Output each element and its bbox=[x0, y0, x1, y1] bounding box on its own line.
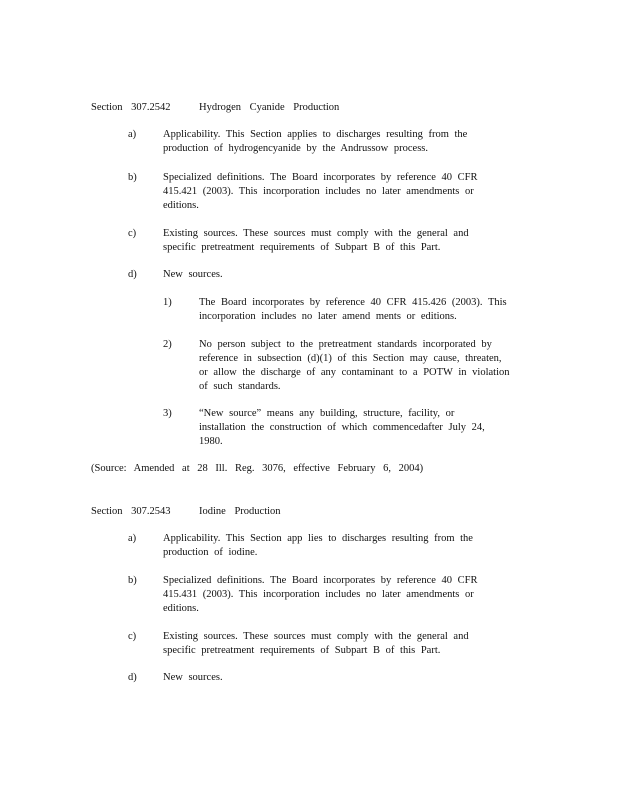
subparagraph-text bbox=[199, 296, 522, 324]
text-line: 415.421 (2003). This incorporation includes no later amendments or bbox=[163, 186, 474, 197]
paragraph-label: c) bbox=[128, 228, 137, 239]
paragraph-label: b) bbox=[128, 575, 137, 586]
text-line: Existing sources. These sources must comply with the general and bbox=[163, 228, 469, 239]
text-line: incorporation includes no later amend ments or editions. bbox=[199, 311, 457, 322]
paragraph-label: d) bbox=[128, 672, 137, 683]
text-line: New sources. bbox=[163, 672, 223, 683]
paragraph-text bbox=[163, 128, 496, 156]
subparagraph-label: 2) bbox=[163, 339, 172, 350]
text-line: production of hydrogencyanide by the Andrussow process. bbox=[163, 143, 428, 154]
text-line: Existing sources. These sources must comply with the general and bbox=[163, 631, 469, 642]
section-title: Hydrogen Cyanide Production bbox=[199, 102, 340, 113]
paragraph-label: c) bbox=[128, 631, 137, 642]
text-line: specific pretreatment requirements of Subpart B of this Part. bbox=[163, 645, 441, 656]
paragraph-text bbox=[163, 227, 496, 255]
subparagraph-label: 3) bbox=[163, 408, 172, 419]
paragraph-text bbox=[163, 532, 496, 560]
paragraph-text bbox=[163, 671, 496, 685]
text-line: Specialized definitions. The Board incorporates by reference 40 CFR bbox=[163, 172, 478, 183]
text-line: Applicability. This Section applies to discharges resulting from the bbox=[163, 129, 468, 140]
section-heading bbox=[91, 505, 281, 519]
text-line: or allow the discharge of any contaminant to a POTW in violation bbox=[199, 367, 510, 378]
paragraph-text bbox=[163, 574, 496, 616]
text-line: The Board incorporates by reference 40 CFR 415.426 (2003). This bbox=[199, 297, 507, 308]
text-line: production of iodine. bbox=[163, 547, 258, 558]
paragraph-label: a) bbox=[128, 129, 137, 140]
text-line: Specialized definitions. The Board incorporates by reference 40 CFR bbox=[163, 575, 478, 586]
paragraph-label: d) bbox=[128, 269, 137, 280]
section-number: Section 307.2543 bbox=[91, 506, 171, 517]
paragraph-label: b) bbox=[128, 172, 137, 183]
text-line: of such standards. bbox=[199, 381, 281, 392]
text-line: specific pretreatment requirements of Subpart B of this Part. bbox=[163, 242, 441, 253]
section-number: Section 307.2542 bbox=[91, 102, 171, 113]
text-line: 1980. bbox=[199, 436, 223, 447]
section-title: Iodine Production bbox=[199, 506, 281, 517]
paragraph-text bbox=[163, 630, 496, 658]
subparagraph-text bbox=[199, 407, 522, 449]
text-line: installation the construction of which commencedafter July 24, bbox=[199, 422, 485, 433]
section-heading bbox=[91, 101, 339, 115]
subparagraph-label: 1) bbox=[163, 297, 172, 308]
text-line: New sources. bbox=[163, 269, 223, 280]
paragraph-label: a) bbox=[128, 533, 137, 544]
text-line: No person subject to the pretreatment standards incorporated by bbox=[199, 339, 492, 350]
text-line: Applicability. This Section app lies to discharges resulting from the bbox=[163, 533, 473, 544]
text-line: editions. bbox=[163, 603, 199, 614]
text-line: reference in subsection (d)(1) of this Section may cause, threaten, bbox=[199, 353, 502, 364]
text-line: 415.431 (2003). This incorporation includes no later amendments or bbox=[163, 589, 474, 600]
paragraph-text bbox=[163, 171, 496, 213]
text-line: editions. bbox=[163, 200, 199, 211]
paragraph-text bbox=[163, 268, 496, 282]
source-note: (Source: Amended at 28 Ill. Reg. 3076, effective February 6, 2004) bbox=[91, 463, 424, 474]
text-line: “New source” means any building, structure, facility, or bbox=[199, 408, 455, 419]
subparagraph-text bbox=[199, 338, 522, 394]
